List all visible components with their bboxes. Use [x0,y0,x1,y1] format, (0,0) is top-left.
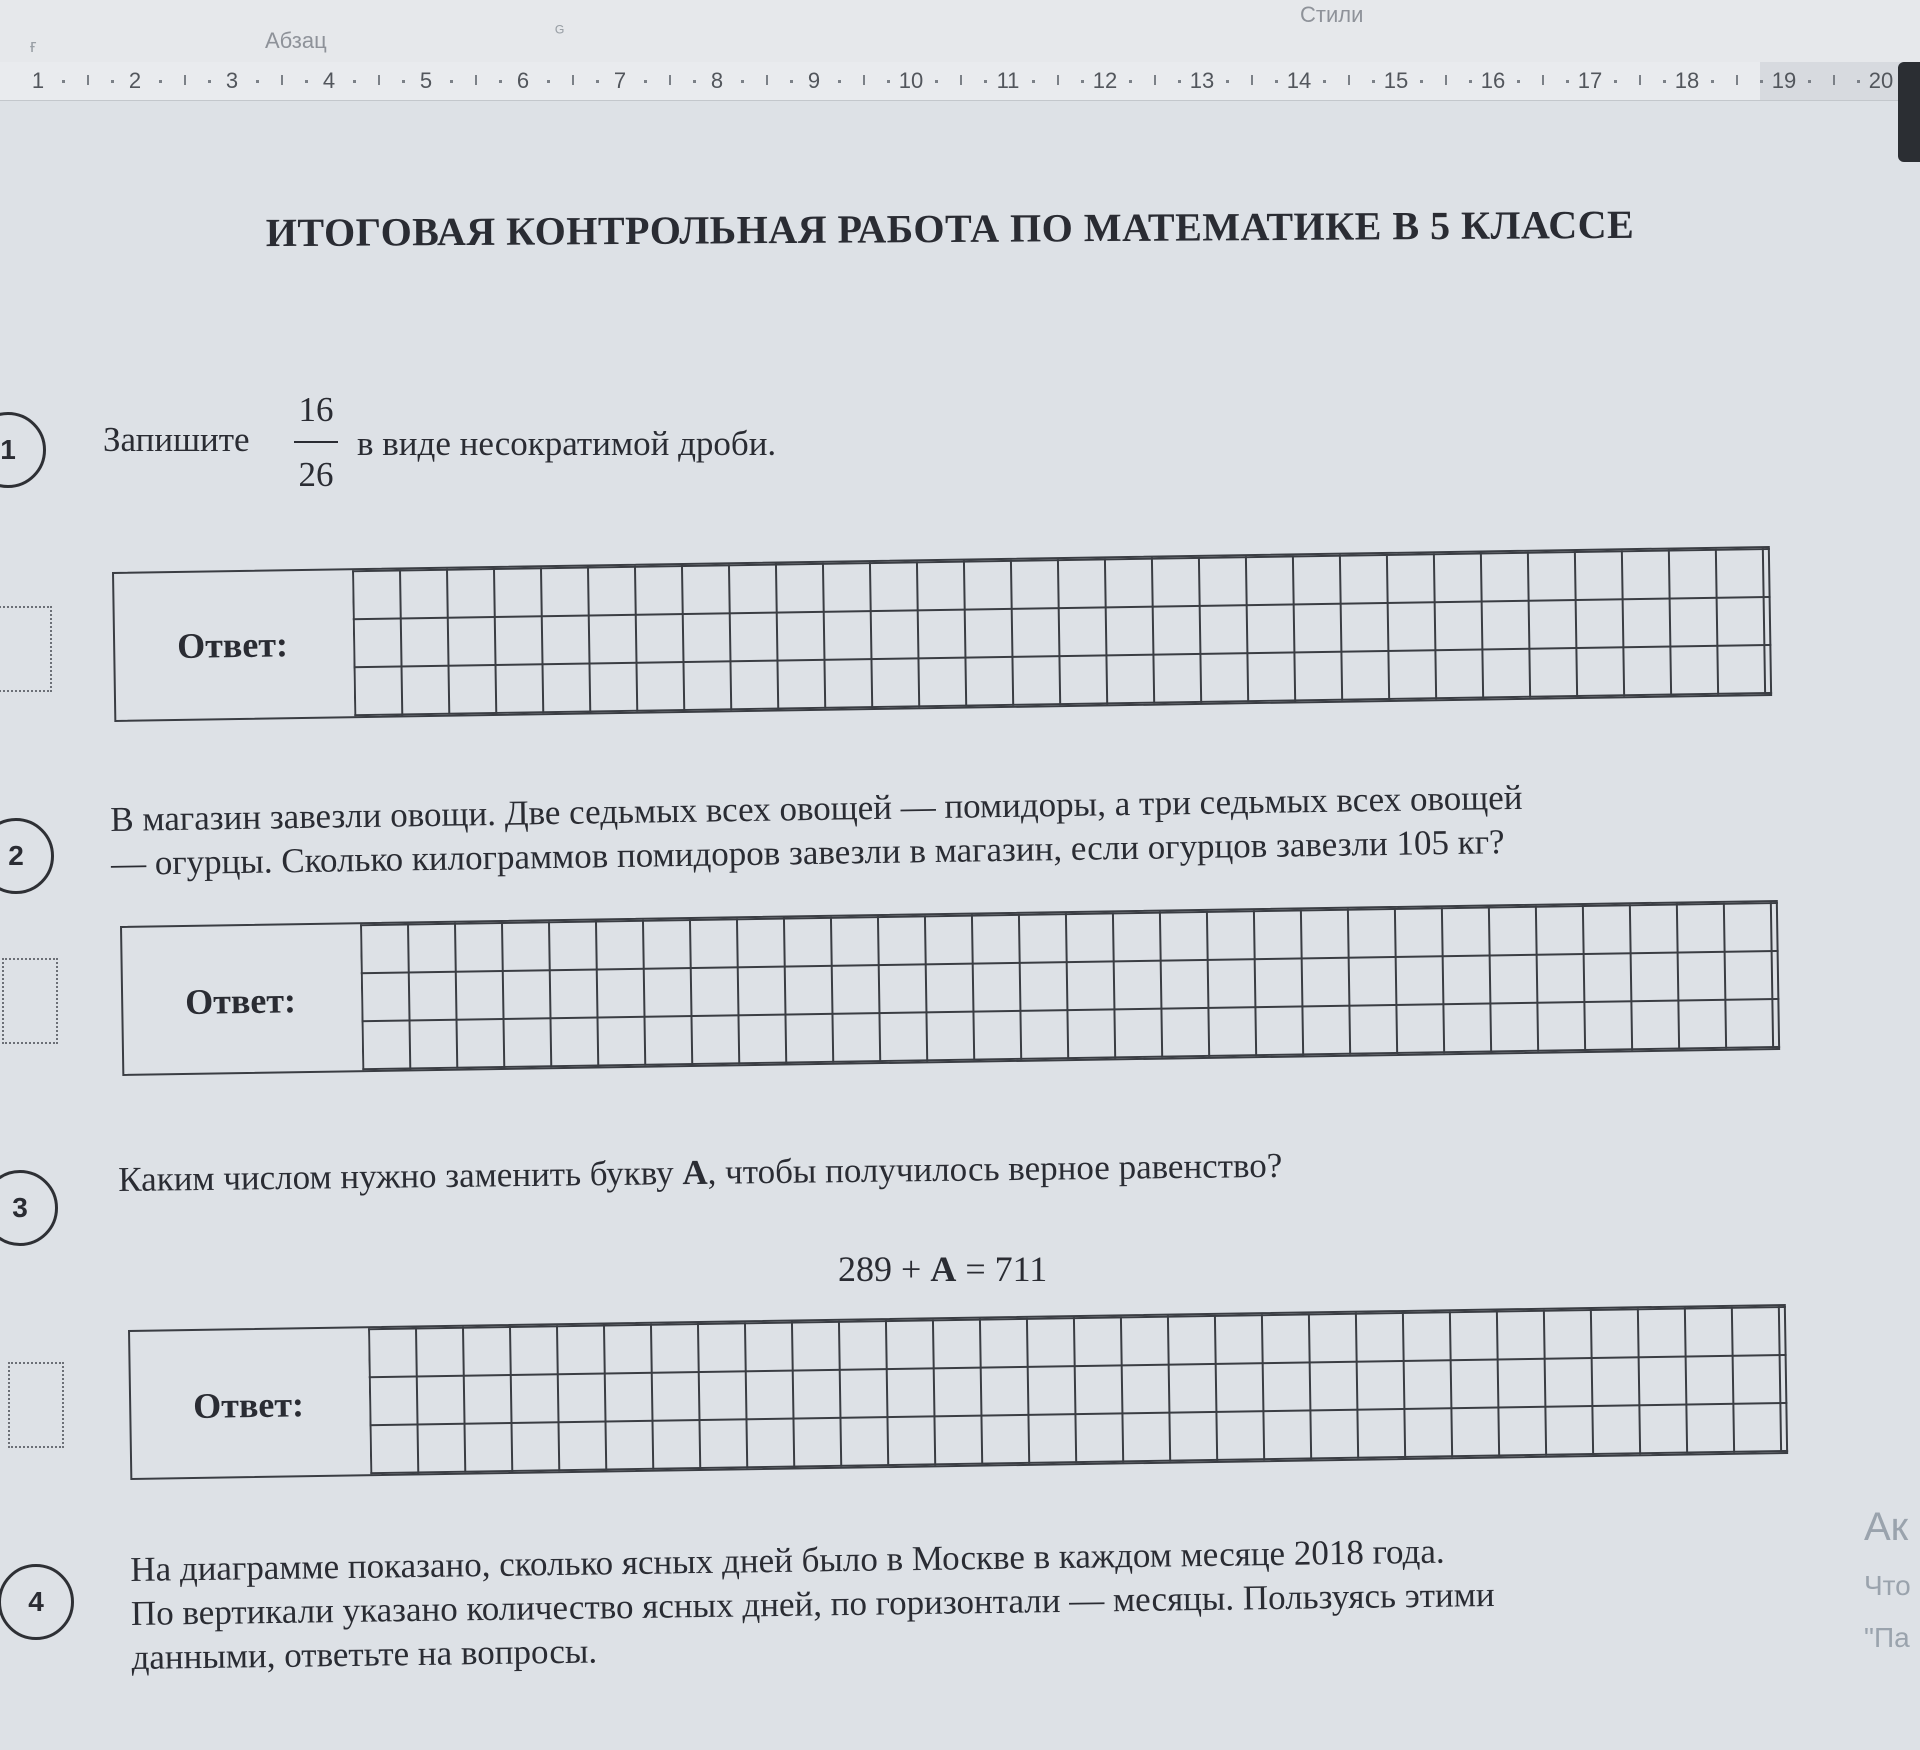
task-1-fraction [294,392,338,492]
ruler-dot [596,80,599,83]
ruler-number: 3 [225,68,239,93]
ruler-dot [1469,80,1472,83]
ruler-tick [1251,75,1253,85]
task-2-line-1: В магазин завезли овощи. Две седьмых всех овощей — помидоры, а три седьмых всех овощей [110,777,1523,839]
ruler-dot [1711,80,1714,83]
ruler-number: 2 [128,68,142,93]
answer-grid-1[interactable] [352,548,1772,716]
task-1-text-before: Запишите [103,420,250,459]
ruler-dot [402,80,405,83]
ruler-dot [790,80,793,83]
task-number-3: 3 [0,1170,58,1246]
equation-right: = 711 [956,1249,1048,1289]
ruler-dot [644,80,647,83]
ruler-number: 19 [1771,68,1797,93]
ruler-dot [450,80,453,83]
ruler-number: 11 [996,68,1020,93]
ruler-dot [62,80,65,83]
ruler-number: 17 [1577,68,1603,93]
task-4-line-3: данными, ответьте на вопросы. [131,1630,598,1677]
ruler-dot [1760,80,1763,83]
task-3-text-before: Каким числом нужно заменить букву [118,1153,674,1199]
answer-label-2: Ответ: [184,980,297,1022]
task-4-line-2: По вертикали указано количество ясных дней, по горизонтали — месяцы. Пользуясь этими [130,1574,1495,1633]
side-panel-heading: Ак [1864,1505,1909,1549]
ruler-number: 13 [1189,68,1215,93]
ruler-dot [935,80,938,83]
ruler-dot [693,80,696,83]
answer-block-2 [120,900,1780,1076]
task-number-1: 1 [0,412,46,488]
ruler-dot [159,80,162,83]
ruler-number: 4 [322,68,336,93]
ruler-dot [1032,80,1035,83]
ruler-dot [1178,80,1181,83]
ruler-dot [741,80,744,83]
ruler-number: 18 [1674,68,1700,93]
answer-grid-2[interactable] [360,902,1780,1070]
side-panel-line-3: "Па [1864,1622,1910,1653]
ruler-number: 20 [1868,68,1894,93]
ruler-tick [475,75,477,85]
ruler-dot [1323,80,1326,83]
ruler-tick [281,75,283,85]
ruler-tick [184,75,186,85]
ruler-dot [838,80,841,83]
ruler-number: 9 [807,68,821,93]
ruler-dot [984,80,987,83]
ruler-dot [256,80,259,83]
task-3-equation [838,1248,1047,1290]
answer-label-3: Ответ: [192,1384,305,1426]
ruler-tick [1736,75,1738,85]
ruler-tick [1639,75,1641,85]
ruler-tick [1057,75,1059,85]
ruler-dot [1420,80,1423,83]
ruler-tick [572,75,574,85]
ruler-tick [1833,75,1835,85]
fraction-denominator: 26 [298,455,334,494]
ruler-dot [1614,80,1617,83]
answer-block-1 [112,546,1772,722]
paragraph-dialog-launcher-icon[interactable]: ᴳ [555,22,564,42]
ruler-dot [1081,80,1084,83]
ruler-dot [1566,80,1569,83]
ruler-number: 1 [31,68,45,93]
ruler-dot [1275,80,1278,83]
ruler-number: 6 [516,68,530,93]
ruler-tick [766,75,768,85]
ruler-tick [87,75,89,85]
ruler-dot [111,80,114,83]
answer-block-3 [128,1304,1788,1480]
ruler-dot [208,80,211,83]
ruler-tick [1542,75,1544,85]
page-title: ИТОГОВАЯ КОНТРОЛЬНАЯ РАБОТА ПО МАТЕМАТИКЕ В 5 КЛАССЕ [265,201,1635,256]
ruler-number: 7 [613,68,627,93]
ruler-number: 14 [1286,68,1312,93]
ruler-tick [1154,75,1156,85]
ruler-tick [960,75,962,85]
ruler-number: 15 [1383,68,1409,93]
ruler-number: 8 [710,68,724,93]
task-2-text [110,776,1523,886]
ruler-tick [378,75,380,85]
equation-left: 289 + [838,1249,931,1289]
ruler-dot [1372,80,1375,83]
font-dialog-launcher-icon[interactable]: ғ [30,36,37,56]
task-3-text [118,1144,1283,1202]
answer-label-1: Ответ: [176,624,289,666]
ruler-dot [499,80,502,83]
ruler-number: 10 [898,68,924,93]
score-box-2[interactable] [2,958,58,1044]
scrollbar-handle[interactable] [1898,62,1920,162]
ruler-number: 16 [1480,68,1506,93]
answer-grid-3[interactable] [368,1306,1788,1474]
ruler-dot [305,80,308,83]
ruler-dot [547,80,550,83]
equation-letter: А [930,1249,957,1289]
fraction-numerator: 16 [298,390,334,429]
task-2-line-2: — огурцы. Сколько килограммов помидоров завезли в магазин, если огурцов завезли 105 кг? [110,821,1505,883]
ribbon-bar [0,0,1920,62]
ruler-dot [1808,80,1811,83]
task-3-letter: А [682,1152,708,1193]
ruler-number: 5 [419,68,433,93]
side-panel-line-2: Что [1864,1570,1911,1601]
paragraph-group-label: Абзац [265,28,327,53]
task-1-text-after: в виде несократимой дроби. [357,424,777,463]
task-3-text-after: , чтобы получилось верное равенство? [707,1145,1283,1192]
ruler-dot [353,80,356,83]
ruler-tick [1348,75,1350,85]
ruler-tick [669,75,671,85]
ruler-dot [1663,80,1666,83]
score-box-1[interactable] [0,606,52,692]
ruler-dot [1129,80,1132,83]
fraction-bar [294,441,338,443]
task-4-text [130,1525,1792,1679]
score-box-3[interactable] [8,1362,64,1448]
horizontal-ruler[interactable] [0,62,1920,101]
ruler-dot [1857,80,1860,83]
ruler-number: 12 [1092,68,1118,93]
task-number-2: 2 [0,818,54,894]
styles-group-label: Стили [1300,2,1364,27]
ruler-dot [887,80,890,83]
ruler-dot [1226,80,1229,83]
task-number-4: 4 [0,1564,74,1640]
ruler-tick [863,75,865,85]
task-4-line-1: На диаграмме показано, сколько ясных дней было в Москве в каждом месяце 2018 года. [130,1531,1445,1589]
ruler-tick [1445,75,1447,85]
ruler-dot [1517,80,1520,83]
